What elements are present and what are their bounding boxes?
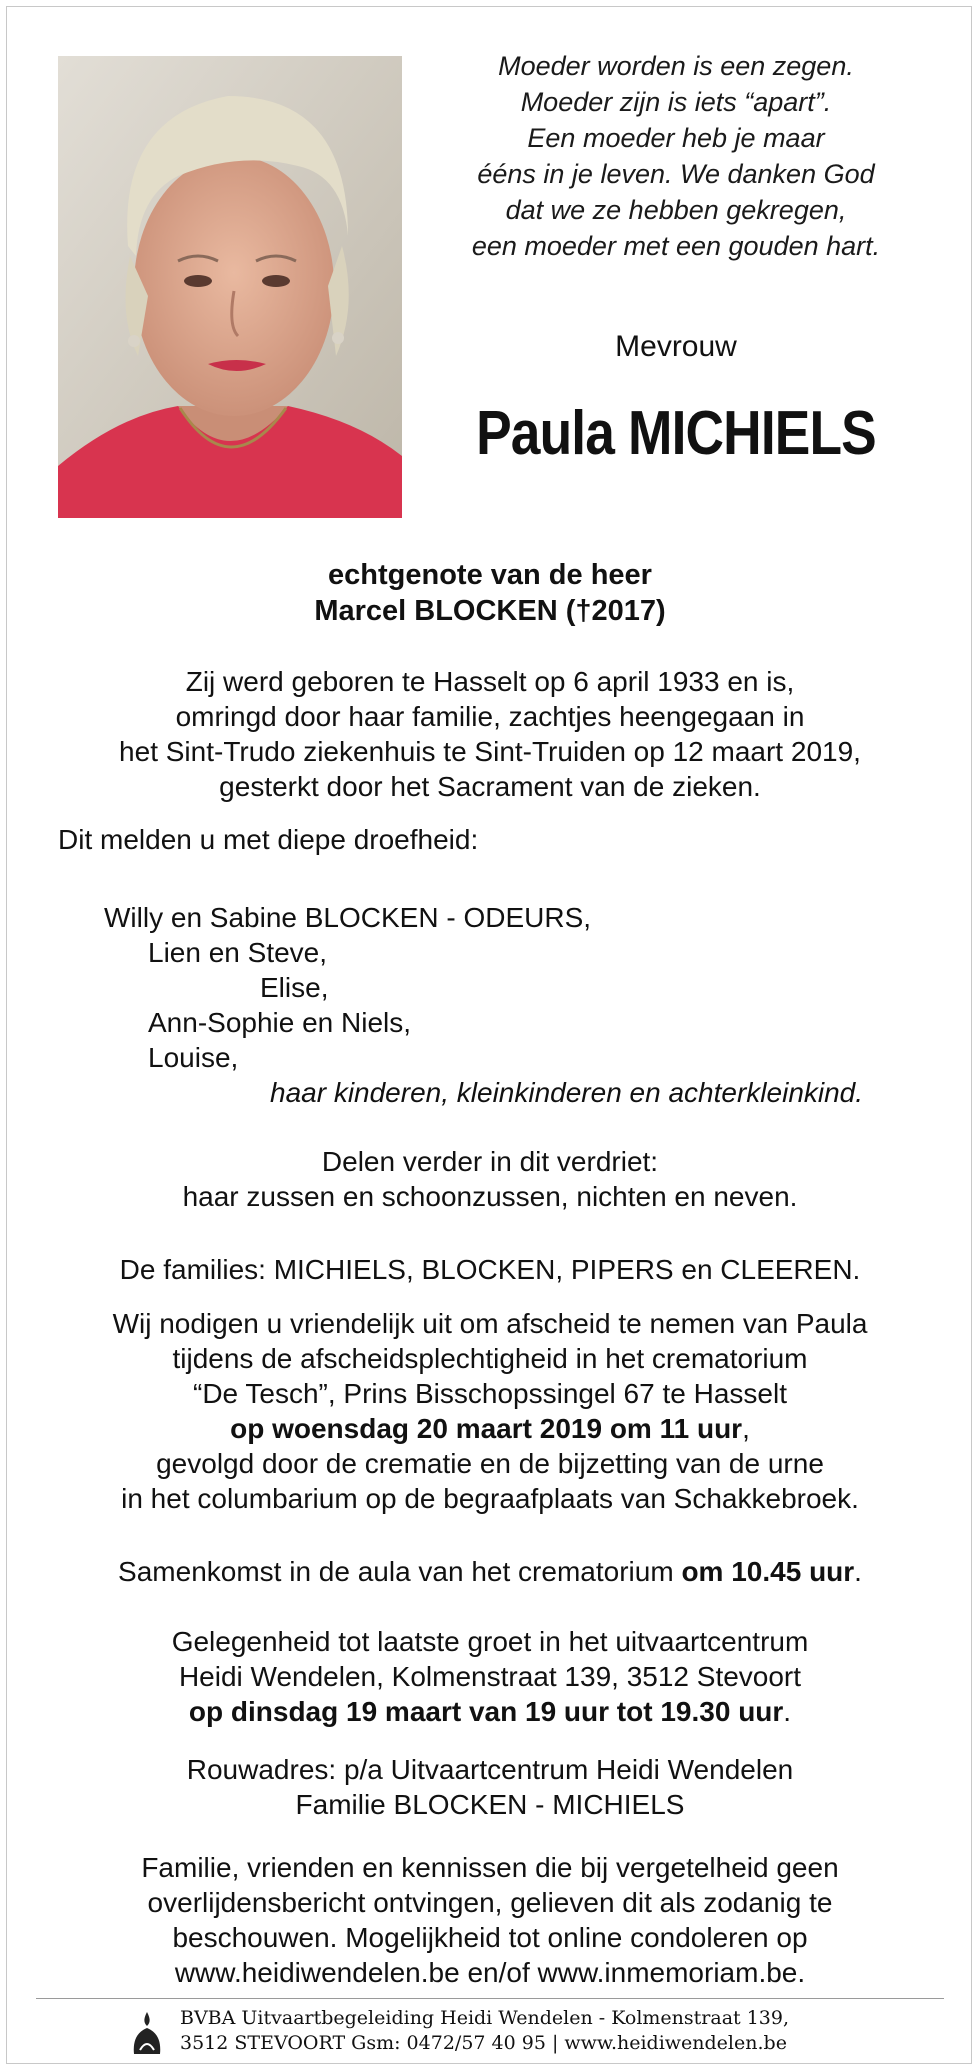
text-line: “De Tesch”, Prins Bisschopssingel 67 te Hasselt xyxy=(193,1378,787,1409)
footer-contact xyxy=(180,2006,789,2056)
poem xyxy=(418,48,934,264)
visitation-date xyxy=(40,1694,940,1729)
visitation-date-bold: op dinsdag 19 maart van 19 uur tot 19.30 uur xyxy=(188,1696,784,1727)
text-line: gevolgd door de crematie en de bijzetting van de urne xyxy=(156,1448,824,1479)
poem-line: Een moeder heb je maar xyxy=(527,123,825,153)
spouse-name: Marcel BLOCKEN (†2017) xyxy=(314,595,666,627)
text-line: www.heidiwendelen.be en/of www.inmemoriam.be. xyxy=(174,1957,806,1988)
text-line: Delen verder in dit verdriet: xyxy=(321,1146,659,1177)
gathering-info xyxy=(40,1554,940,1589)
ceremony-date xyxy=(40,1411,940,1446)
footer-line: BVBA Uitvaartbegeleiding Heidi Wendelen - Kolmenstraat 139, xyxy=(180,2007,790,2029)
text-line: beschouwen. Mogelijkheid tot online condoleren op xyxy=(172,1922,808,1953)
family-line: Elise, xyxy=(260,972,329,1003)
punctuation: . xyxy=(783,1696,792,1727)
funeral-home-logo-icon xyxy=(130,2010,164,2056)
poem-line: ééns in je leven. We danken God xyxy=(477,159,875,189)
poem-line: Moeder zijn is iets “apart”. xyxy=(520,87,832,117)
text-line: gesterkt door het Sacrament van de zieken. xyxy=(219,771,761,802)
text-line: tijdens de afscheidsplechtigheid in het crematorium xyxy=(172,1343,808,1374)
footer-line: 3512 STEVOORT Gsm: 0472/57 40 95 | www.heidiwendelen.be xyxy=(180,2032,787,2054)
family-line: Willy en Sabine BLOCKEN - ODEURS, xyxy=(104,902,592,933)
text-line: Familie, vrienden en kennissen die bij vergetelheid geen xyxy=(141,1852,839,1883)
text-line: omringd door haar familie, zachtjes heengegaan in xyxy=(175,701,805,732)
text-line: in het columbarium op de begraafplaats van Schakkebroek. xyxy=(121,1483,859,1514)
punctuation: . xyxy=(854,1556,862,1587)
portrait-illustration xyxy=(58,56,402,518)
portrait-photo xyxy=(58,56,402,518)
notice xyxy=(40,1850,940,1990)
family-relation: haar kinderen, kleinkinderen en achterkleinkind. xyxy=(270,1077,864,1108)
ceremony-date-bold: op woensdag 20 maart 2019 om 11 uur xyxy=(230,1413,743,1444)
text-line: Wij nodigen u vriendelijk uit om afscheid te nemen van Paula xyxy=(112,1308,868,1339)
punctuation: , xyxy=(742,1413,750,1444)
birth-death-info xyxy=(40,664,940,804)
family-line: Louise, xyxy=(148,1042,239,1073)
text-line: Heidi Wendelen, Kolmenstraat 139, 3512 Stevoort xyxy=(178,1661,802,1692)
poem-line: een moeder met een gouden hart. xyxy=(471,231,881,261)
text-line: Rouwadres: p/a Uitvaartcentrum Heidi Wendelen xyxy=(186,1754,794,1785)
text-line: haar zussen en schoonzussen, nichten en neven. xyxy=(182,1181,798,1212)
condolence-address xyxy=(40,1752,940,1822)
gathering-time: om 10.45 uur xyxy=(681,1556,855,1587)
share-info xyxy=(40,1144,940,1214)
deceased-name: Paula MICHIELS xyxy=(476,399,876,468)
visitation-info xyxy=(40,1624,940,1729)
honorific: Mevrouw xyxy=(615,330,737,363)
families-line: De families: MICHIELS, BLOCKEN, PIPERS en CLEEREN. xyxy=(119,1254,861,1285)
text-line: Gelegenheid tot laatste groet in het uitvaartcentrum xyxy=(171,1626,809,1657)
poem-line: Moeder worden is een zegen. xyxy=(498,51,854,81)
spouse-line: echtgenote van de heer xyxy=(328,559,652,591)
footer-divider xyxy=(36,1998,944,1999)
gathering-text: Samenkomst in de aula van het crematorium xyxy=(118,1556,682,1587)
gathering-line xyxy=(40,1554,940,1589)
poem-line: dat we ze hebben gekregen, xyxy=(505,195,847,225)
family-line: Lien en Steve, xyxy=(148,937,328,968)
text-line: Zij werd geboren te Hasselt op 6 april 1933 en is, xyxy=(185,666,795,697)
text-line: Familie BLOCKEN - MICHIELS xyxy=(295,1789,685,1820)
announcement: Dit melden u met diepe droefheid: xyxy=(58,824,479,855)
text-line: overlijdensbericht ontvingen, gelieven dit als zodanig te xyxy=(147,1887,833,1918)
ceremony-invitation xyxy=(40,1306,940,1516)
text-line: het Sint-Trudo ziekenhuis te Sint-Truiden op 12 maart 2019, xyxy=(119,736,861,767)
family-line: Ann-Sophie en Niels, xyxy=(148,1007,412,1038)
spouse-info xyxy=(40,557,940,629)
